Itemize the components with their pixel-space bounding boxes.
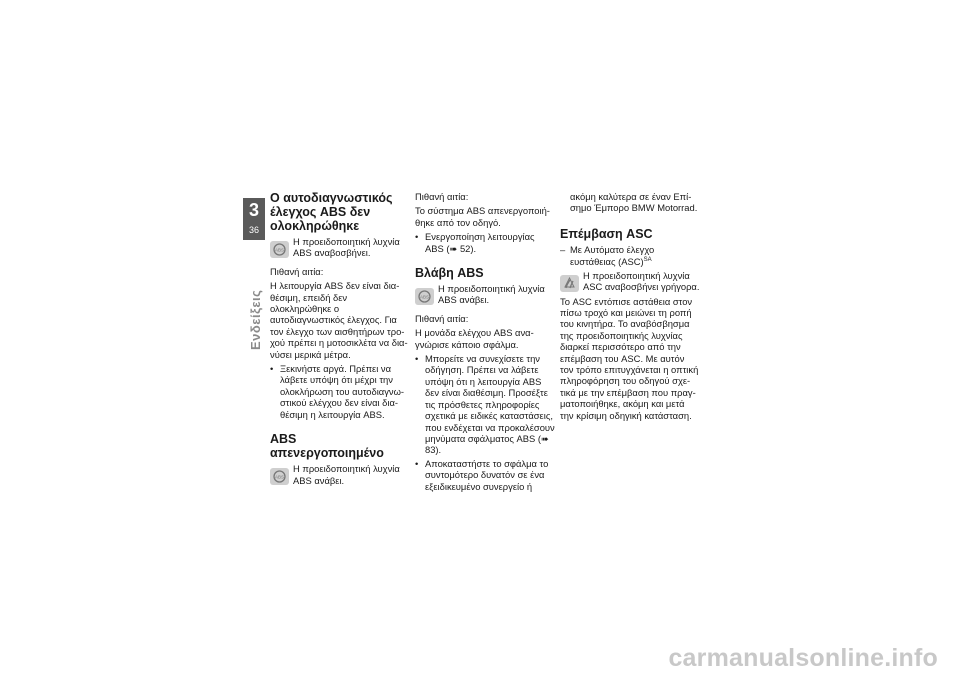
svg-text:ABS: ABS <box>274 474 285 480</box>
column-1 <box>270 191 410 489</box>
indicator-text: Η προειδοποιητική λυχνία ASC αναβοσβήνει γρήγορα. <box>583 269 700 293</box>
bullet-mark: • <box>415 457 419 469</box>
page-number: 36 <box>248 225 259 235</box>
abs-warning-icon <box>270 241 289 258</box>
cause-label: Πιθανή αιτία: <box>270 265 324 277</box>
column-3 <box>560 191 700 424</box>
bullet-text: Αποκαταστήστε το σφάλμα το συντομότερο δυνατόν σε ένα εξειδικευμένο συνεργείο ή <box>425 457 549 492</box>
cause-text: Το σύστημα ABS απενεργοποιή-θηκε από τον οδηγό. <box>415 205 550 228</box>
bullet-text: Ενεργοποίηση λειτουργίας ABS (➠ 52). <box>425 231 535 254</box>
bullet-text: Μπορείτε να συνεχίσετε την οδήγηση. Πρέπει να λάβετε υπόψη ότι η λειτουργία ABS δεν είναι διαθέσιμη. Προσέξτε τις πρόσθετες πληροφορίες σχετικά με ειδικές καταστάσεις, που ενδέχεται να προκαλέσουν μηνύματα σφάλματος ABS (➠ 83). <box>425 353 555 456</box>
list-item <box>415 458 555 492</box>
asc-explanation: Το ASC εντόπισε αστάθεια στον πίσω τροχό και μειώνει τη ροπή του κινητήρα. Το αναβόσβησμα της προειδοποιητικής λυχνίας διαρκεί περισσότερο από την επέμβαση του ASC. Με αυτόν τον τρόπο επιτυγχάνεται η οπτική πληροφόρηση του οδηγού σχε-τικά με την επέμβαση που πραγ-ματοποιήθηκε, ακόμη και μετά την κρίσιμη οδηγική κατάσταση. <box>560 295 699 421</box>
dash-item-text: Με Αυτόματο έλεγχο ευστάθειας (ASC)$^{SA}$ <box>570 243 655 268</box>
indicator-abs-flashing <box>270 236 410 259</box>
indicator-text: Η προειδοποιητική λυχνία ABS ανάβει. <box>438 283 545 306</box>
list-item <box>560 244 700 268</box>
bullet-mark: • <box>415 231 419 243</box>
chapter-box <box>243 198 265 240</box>
indicator-text: Η προειδοποιητική λυχνία ABS ανάβει. <box>293 463 400 486</box>
continued-text: ακόμη καλύτερα σε έναν Επί-σημο Έμπορο BMW Motorrad. <box>570 191 698 214</box>
section-side-tab: Ενδείξεις <box>248 289 263 350</box>
list-item <box>415 231 555 254</box>
cause-text: Η λειτουργία ABS δεν είναι δια-θέσιμη, επειδή δεν ολοκληρώθηκε ο αυτοδιαγνωστικός έλεγχος. Για τον έλεγχο των αισθητήρων τρο-χού πρέπει η μοτοσικλέτα να δια-νύσει μερικά μέτρα. <box>270 280 408 360</box>
heading-abs-fault: Βλάβη ABS <box>415 266 484 281</box>
column-2 <box>415 191 555 494</box>
cause-text: Η μονάδα ελέγχου ABS ανα-γνώρισε κάποιο σφάλμα. <box>415 327 534 350</box>
sa-superscript: SA <box>643 257 652 264</box>
dash-mark: – <box>560 243 566 255</box>
indicator-text: Η προειδοποιητική λυχνία ABS αναβοσβήνει. <box>293 236 400 259</box>
abs-warning-icon <box>415 288 434 305</box>
heading-abs-self-diagnosis: Ο αυτοδιαγνωστικός έλεγχος ABS δεν ολοκληρώθηκε <box>270 191 393 233</box>
svg-text:ABS: ABS <box>274 247 285 253</box>
abs-warning-icon <box>270 468 289 485</box>
cause-label: Πιθανή αιτία: <box>415 191 469 202</box>
asc-warning-icon <box>560 275 579 292</box>
list-item <box>415 353 555 456</box>
indicator-asc-flashing <box>560 270 700 293</box>
cause-label: Πιθανή αιτία: <box>415 312 469 324</box>
heading-abs-deactivated: ABS απενεργοποιημένο <box>270 432 384 461</box>
indicator-abs-lit <box>270 463 410 486</box>
list-item <box>270 363 410 420</box>
bullet-mark: • <box>270 363 274 375</box>
indicator-abs-lit <box>415 283 555 306</box>
heading-asc-intervention: Επέμβαση ASC <box>560 226 653 241</box>
chapter-number: 3 <box>248 200 259 220</box>
watermark: carmanualsonline.info <box>668 644 938 672</box>
svg-text:ABS: ABS <box>419 294 430 300</box>
bullet-text: Ξεκινήστε αργά. Πρέπει να λάβετε υπόψη ότι μέχρι την ολοκλήρωση του αυτοδιαγνω-στικού ελέγχου δεν είναι δια-θέσιμη η λειτουργία ABS. <box>280 363 405 420</box>
bullet-mark: • <box>415 353 419 365</box>
